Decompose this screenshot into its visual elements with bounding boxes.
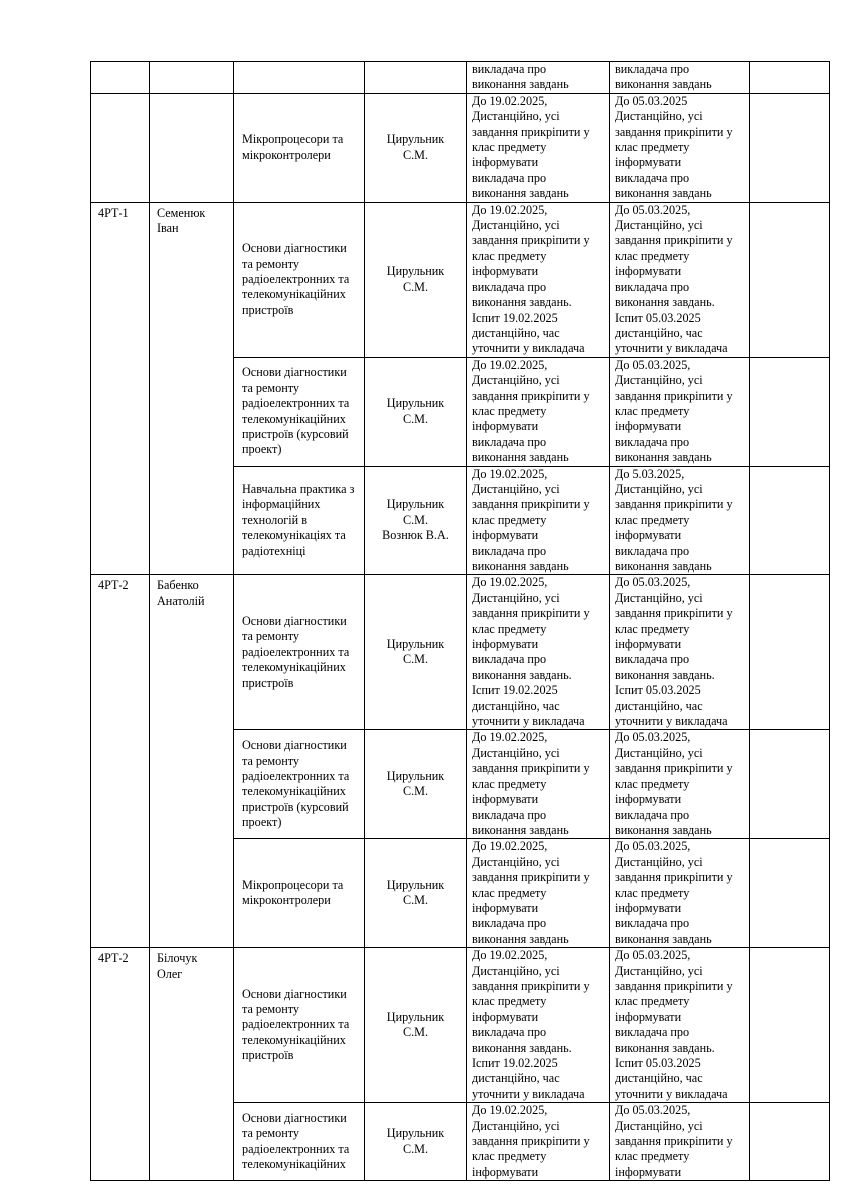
- deadline-second-cell: До 05.03.2025 Дистанційно, усі завдання прикріпити у клас предмету інформувати викладача про виконання завдань: [610, 93, 750, 202]
- notes-cell: [750, 202, 830, 357]
- notes-cell: [750, 839, 830, 948]
- group-cell: 4РТ-2: [91, 948, 150, 1181]
- deadline-second-cell: До 05.03.2025, Дистанційно, усі завдання прикріпити у клас предмету інформувати викладача про виконання завдань: [610, 839, 750, 948]
- notes-cell: [750, 948, 830, 1103]
- group-cell: [91, 93, 150, 202]
- notes-cell: [750, 62, 830, 94]
- deadline-second-cell: До 05.03.2025, Дистанційно, усі завдання прикріпити у клас предмету інформувати викладача про виконання завдань. Іспит 05.03.2025 дистанційно, час уточнити у викладача: [610, 202, 750, 357]
- student-cell: Семенюк Іван: [150, 202, 234, 575]
- table-row: [91, 93, 830, 202]
- student-cell: [150, 62, 234, 94]
- schedule-table-body: [91, 62, 830, 1181]
- teacher-cell: Цирульник С.М.: [365, 202, 467, 357]
- subject-cell: Основи діагностики та ремонту радіоелектронних та телекомунікаційних: [234, 1103, 365, 1181]
- student-cell: [150, 93, 234, 202]
- schedule-table: [90, 61, 830, 1181]
- notes-cell: [750, 466, 830, 575]
- teacher-cell: Цирульник С.М.: [365, 730, 467, 839]
- teacher-cell: Цирульник С.М.: [365, 1103, 467, 1181]
- teacher-cell: Цирульник С.М.: [365, 575, 467, 730]
- teacher-cell: Цирульник С.М.: [365, 839, 467, 948]
- table-row: [91, 62, 830, 94]
- subject-cell: Основи діагностики та ремонту радіоелектронних та телекомунікаційних пристроїв: [234, 575, 365, 730]
- deadline-first-cell: До 19.02.2025, Дистанційно, усі завдання прикріпити у клас предмету інформувати викладача про виконання завдань: [467, 357, 610, 466]
- subject-cell: Основи діагностики та ремонту радіоелектронних та телекомунікаційних пристроїв (курсовий проект): [234, 357, 365, 466]
- deadline-second-cell: До 05.03.2025, Дистанційно, усі завдання прикріпити у клас предмету інформувати викладача про виконання завдань. Іспит 05.03.2025 дистанційно, час уточнити у викладача: [610, 575, 750, 730]
- table-row: [91, 202, 830, 357]
- subject-cell: Мікропроцесори та мікроконтролери: [234, 839, 365, 948]
- deadline-first-cell: До 19.02.2025, Дистанційно, усі завдання прикріпити у клас предмету інформувати: [467, 1103, 610, 1181]
- deadline-second-cell: До 05.03.2025, Дистанційно, усі завдання прикріпити у клас предмету інформувати: [610, 1103, 750, 1181]
- deadline-first-cell: До 19.02.2025, Дистанційно, усі завдання прикріпити у клас предмету інформувати викладача про виконання завдань. Іспит 19.02.2025 дистанційно, час уточнити у викладача: [467, 575, 610, 730]
- deadline-first-cell: До 19.02.2025, Дистанційно, усі завдання прикріпити у клас предмету інформувати викладача про виконання завдань: [467, 93, 610, 202]
- subject-cell: Мікропроцесори та мікроконтролери: [234, 93, 365, 202]
- notes-cell: [750, 1103, 830, 1181]
- notes-cell: [750, 357, 830, 466]
- teacher-cell: Цирульник С.М. Вознюк В.А.: [365, 466, 467, 575]
- teacher-cell: Цирульник С.М.: [365, 948, 467, 1103]
- table-row: [91, 575, 830, 730]
- group-cell: 4РТ-2: [91, 575, 150, 948]
- notes-cell: [750, 730, 830, 839]
- teacher-cell: Цирульник С.М.: [365, 357, 467, 466]
- subject-cell: Основи діагностики та ремонту радіоелектронних та телекомунікаційних пристроїв: [234, 202, 365, 357]
- notes-cell: [750, 93, 830, 202]
- subject-cell: Основи діагностики та ремонту радіоелектронних та телекомунікаційних пристроїв: [234, 948, 365, 1103]
- deadline-first-cell: До 19.02.2025, Дистанційно, усі завдання прикріпити у клас предмету інформувати викладача про виконання завдань: [467, 466, 610, 575]
- group-cell: 4РТ-1: [91, 202, 150, 575]
- subject-cell: Основи діагностики та ремонту радіоелектронних та телекомунікаційних пристроїв (курсовий проект): [234, 730, 365, 839]
- deadline-second-cell: До 05.03.2025, Дистанційно, усі завдання прикріпити у клас предмету інформувати викладача про виконання завдань: [610, 730, 750, 839]
- subject-cell: Навчальна практика з інформаційних технологій в телекомунікаціях та радіотехніці: [234, 466, 365, 575]
- deadline-first-cell: До 19.02.2025, Дистанційно, усі завдання прикріпити у клас предмету інформувати викладача про виконання завдань: [467, 839, 610, 948]
- deadline-first-cell: До 19.02.2025, Дистанційно, усі завдання прикріпити у клас предмету інформувати викладача про виконання завдань. Іспит 19.02.2025 дистанційно, час уточнити у викладача: [467, 948, 610, 1103]
- teacher-cell: Цирульник С.М.: [365, 93, 467, 202]
- teacher-cell: [365, 62, 467, 94]
- deadline-second-cell: До 05.03.2025, Дистанційно, усі завдання прикріпити у клас предмету інформувати викладача про виконання завдань: [610, 357, 750, 466]
- group-cell: [91, 62, 150, 94]
- subject-cell: [234, 62, 365, 94]
- deadline-first-cell: До 19.02.2025, Дистанційно, усі завдання прикріпити у клас предмету інформувати викладача про виконання завдань. Іспит 19.02.2025 дистанційно, час уточнити у викладача: [467, 202, 610, 357]
- deadline-first-cell: До 19.02.2025, Дистанційно, усі завдання прикріпити у клас предмету інформувати викладача про виконання завдань: [467, 730, 610, 839]
- table-row: [91, 948, 830, 1103]
- deadline-second-cell: До 05.03.2025, Дистанційно, усі завдання прикріпити у клас предмету інформувати викладача про виконання завдань. Іспит 05.03.2025 дистанційно, час уточнити у викладача: [610, 948, 750, 1103]
- student-cell: Бабенко Анатолій: [150, 575, 234, 948]
- deadline-first-cell: викладача про виконання завдань: [467, 62, 610, 94]
- student-cell: Білочук Олег: [150, 948, 234, 1181]
- deadline-second-cell: До 5.03.2025, Дистанційно, усі завдання прикріпити у клас предмету інформувати викладача про виконання завдань: [610, 466, 750, 575]
- notes-cell: [750, 575, 830, 730]
- deadline-second-cell: викладача про виконання завдань: [610, 62, 750, 94]
